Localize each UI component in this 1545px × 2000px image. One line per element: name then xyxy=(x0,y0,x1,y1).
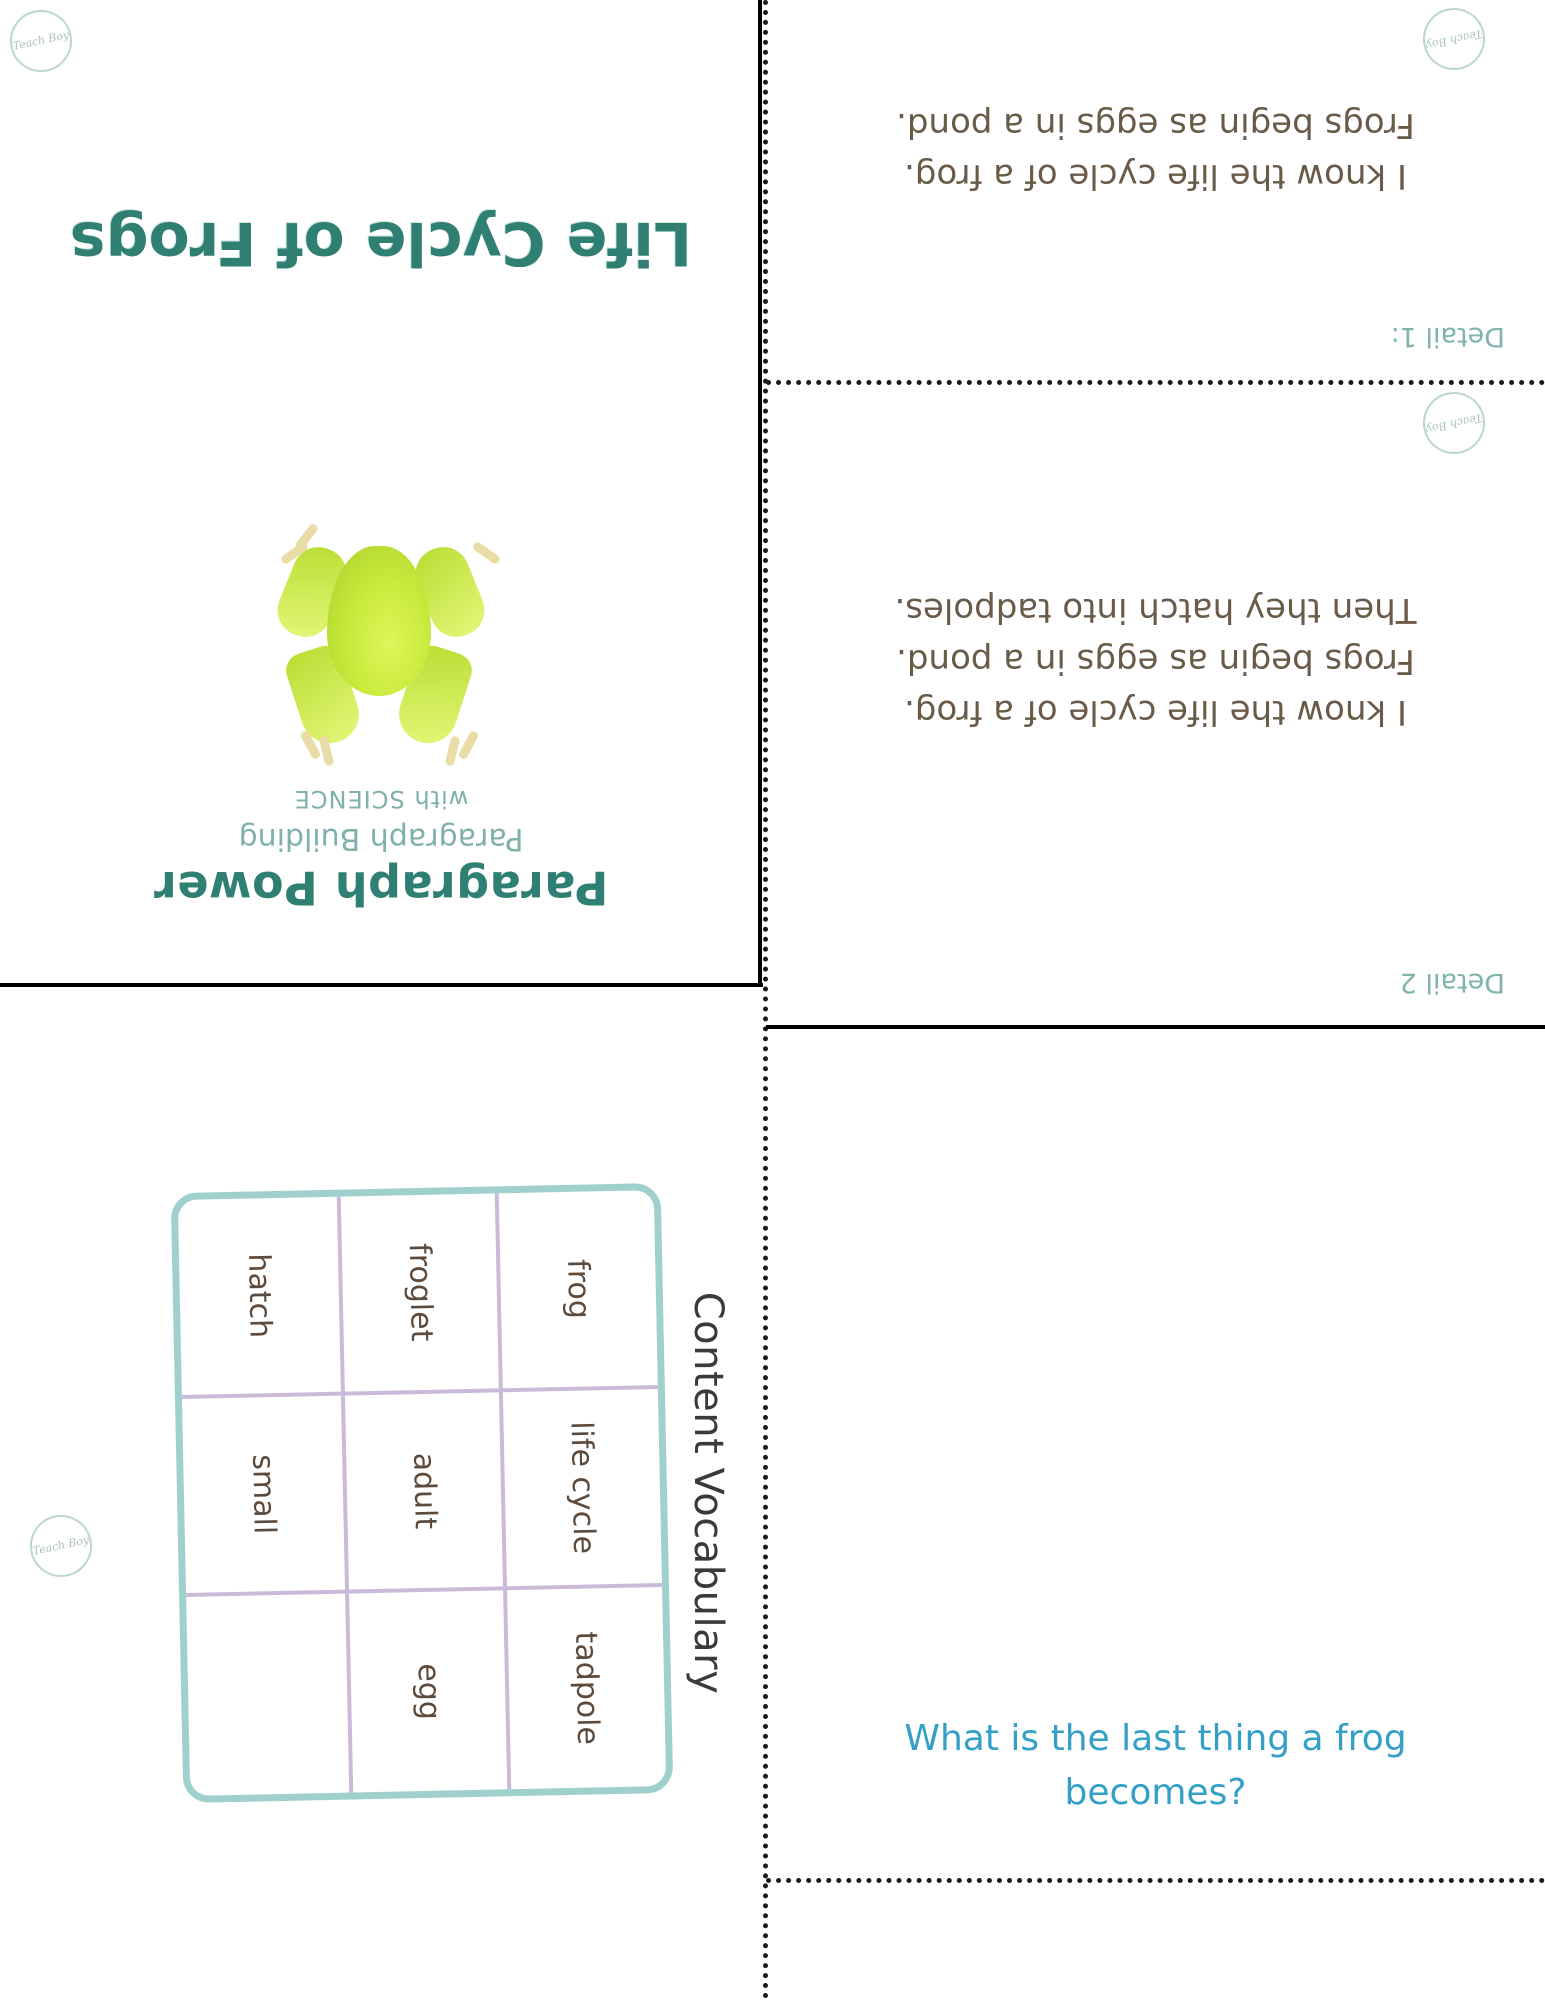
sentence-line: Frogs begin as eggs in a pond. xyxy=(896,641,1415,681)
detail-1-label: Detail 1: xyxy=(1390,321,1505,352)
reflection-question: What is the last thing a frog becomes? xyxy=(904,1718,1407,1813)
vocabulary-cell[interactable]: frog xyxy=(495,1190,658,1392)
vocabulary-grid xyxy=(171,1182,674,1802)
vocabulary-cell[interactable] xyxy=(186,1593,349,1795)
sentence-line: I know the life cycle of a frog. xyxy=(904,156,1407,196)
detail-2-panel xyxy=(766,384,1545,1024)
vocabulary-cell[interactable]: adult xyxy=(341,1392,504,1594)
detail-1-sentences xyxy=(806,99,1505,201)
vocabulary-heading: Content Vocabulary xyxy=(685,1291,731,1694)
watermark-text: Teach Boy xyxy=(31,1533,91,1558)
question-panel xyxy=(766,1030,1545,1880)
vocabulary-cell[interactable]: egg xyxy=(345,1590,508,1792)
detail-1-panel xyxy=(766,0,1545,378)
topic-title: Life Cycle of Frogs xyxy=(69,208,693,278)
frog-toe xyxy=(457,730,479,761)
watermark-text: Teach Boy xyxy=(1424,411,1484,436)
page-title: Paragraph Power xyxy=(153,861,609,915)
frog-toe xyxy=(472,541,502,566)
frog-illustration xyxy=(261,508,501,758)
sentence-line: Then they hatch into tadpoles. xyxy=(894,590,1417,630)
vocabulary-cell[interactable]: life cycle xyxy=(499,1388,662,1590)
vocabulary-cell[interactable]: small xyxy=(182,1395,345,1597)
vocabulary-cell[interactable]: froglet xyxy=(336,1193,499,1395)
frog-toe xyxy=(445,735,461,766)
vocabulary-cell[interactable]: tadpole xyxy=(503,1587,666,1789)
detail-2-label: Detail 2 xyxy=(1399,967,1505,998)
title-panel xyxy=(0,0,762,985)
sentence-line: I know the life cycle of a frog. xyxy=(904,692,1407,732)
subtitle-line-1: Paragraph Building xyxy=(238,821,524,856)
frog-body xyxy=(327,546,431,696)
cut-line-horizontal-mid xyxy=(766,1025,1545,1029)
sentence-line: Frogs begin as eggs in a pond. xyxy=(896,105,1415,145)
page-subtitle xyxy=(239,782,524,857)
vocabulary-cell[interactable]: hatch xyxy=(178,1196,341,1398)
watermark-text: Teach Boy xyxy=(11,28,71,53)
detail-2-sentences xyxy=(806,584,1505,737)
watermark-text: Teach Boy xyxy=(1424,27,1484,52)
vocabulary-panel xyxy=(0,985,762,2000)
subtitle-line-2: with SCIENCE xyxy=(293,785,469,814)
